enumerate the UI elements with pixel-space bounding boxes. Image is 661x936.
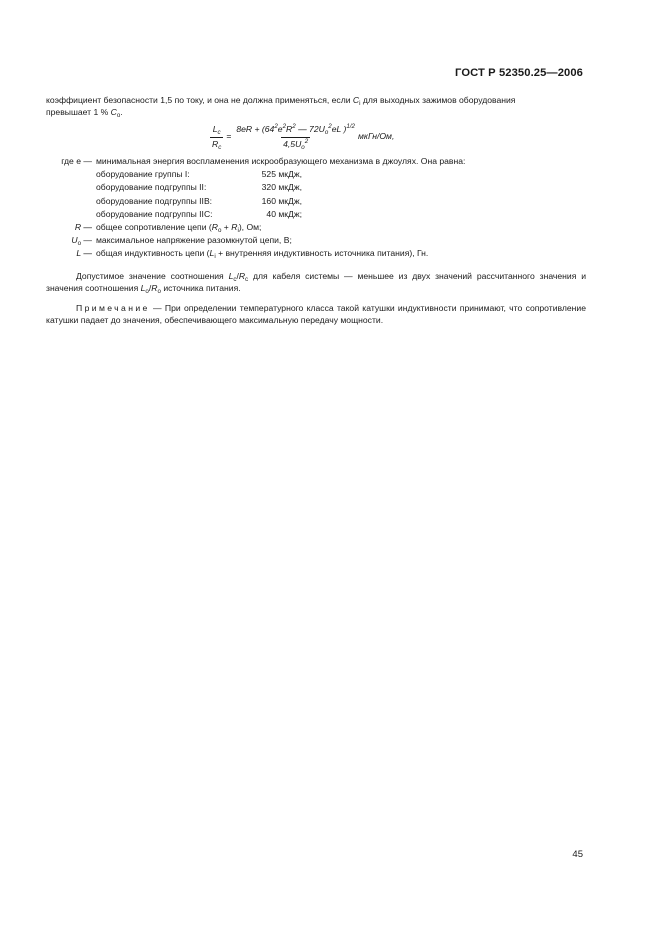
definition-e: где е — минимальная энергия воспламенения искрообразующего механизма в джоулях. Она равна: (61, 156, 466, 166)
intro-text-3: превышает 1 % (46, 106, 109, 117)
group-row: оборудование подгруппы IIB: 160 мкДж, (96, 195, 302, 206)
document-code: ГОСТ Р 52350.25—2006 (455, 67, 583, 79)
equals-sign: = (226, 131, 232, 142)
lhs-fraction: $\frac{L_c}{R_c}$ (212, 123, 222, 151)
definitions-list (46, 156, 586, 262)
page-number: 45 (572, 849, 583, 860)
group-row: оборудование подгруппы II: 320 мкДж, (96, 182, 302, 193)
sub-i: i (359, 100, 361, 107)
note-paragraph (46, 303, 586, 326)
intro-text-4: . (120, 106, 123, 117)
note-text: — При определении температурного класса такой катушки индуктивности принимают, что сопротивление катушки падает до значения, обеспечивающего максимальную передачу мощности. (46, 303, 586, 325)
definition-r: R — общее сопротивление цепи $(R_о + R_i)$, Ом; (74, 221, 262, 234)
sub-o: о (116, 111, 121, 119)
formula-unit: мкГн/Ом, (358, 131, 395, 142)
rhs-fraction: $\frac{8eR + (64^2e^2R^2 — 72U_o^2eL )^{1/2}}{4,5U_o^2}$ (236, 122, 355, 151)
intro-text-2: для выходных зажимов оборудования (362, 95, 516, 105)
intro-text-1: коэффициент безопасности 1,5 по току, и она не должна применяться, если (46, 95, 351, 105)
intro-paragraph (46, 95, 586, 118)
lc-rc-formula (210, 122, 394, 152)
var-c: C (352, 95, 360, 105)
var-co: C (110, 106, 117, 117)
group-row: оборудование подгруппы IIC: 40 мкДж; (96, 208, 302, 219)
definition-l: L — общая индуктивность цепи ($L_i$ + внутренняя индуктивность источника питания), Гн. (76, 248, 429, 261)
note-label: Примечание (76, 303, 150, 313)
ratio-paragraph: Допустимое значение соотношения $L_c/R_c$ для кабеля системы — меньшее из двух значений рассчитанного значения и значения соотношения $L_о/R_о$ источника питания. (46, 271, 587, 295)
definition-u: $U_о$ — максимальное напряжение разомкнутой цепи, В; (71, 235, 292, 248)
group-row: оборудование группы I: 525 мкДж, (96, 169, 302, 180)
